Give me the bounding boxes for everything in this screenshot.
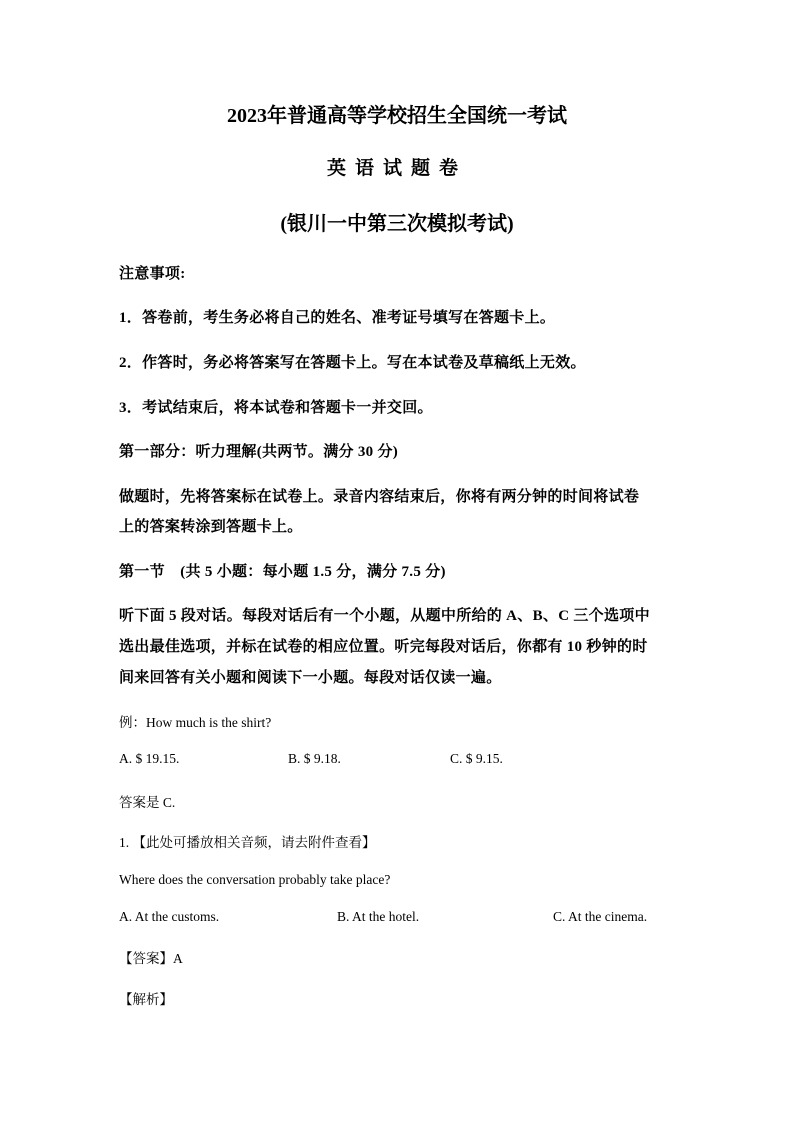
paper-subtitle: 英语试题卷 [326, 158, 467, 179]
part1-instruction-line: 做题时，先将答案标在试卷上。录音内容结束后，你将有两分钟的时间将试卷 [119, 489, 640, 505]
example-option-b: B. $ 9.18. [288, 751, 341, 766]
section1-instruction-line: 选出最佳选项，并标在试卷的相应位置。听完每段对话后，你都有 10 秒钟的时 [119, 639, 648, 655]
notice-item: 3．考试结束后，将本试卷和答题卡一并交回。 [119, 400, 433, 416]
audio-note: 1. 【此处可播放相关音频，请去附件查看】 [119, 835, 376, 850]
analysis-label: 【解析】 [119, 992, 173, 1007]
section1-instruction-line: 间来回答有关小题和阅读下一小题。每段对话仅读一遍。 [119, 670, 502, 686]
example-option-c: C. $ 9.15. [450, 751, 503, 766]
part1-instruction-line: 上的答案转涂到答题卡上。 [119, 519, 303, 535]
notice-heading: 注意事项: [119, 266, 186, 282]
part1-heading: 第一部分：听力理解(共两节。满分 30 分) [119, 444, 399, 460]
question-1-option-b: B. At the hotel. [337, 909, 420, 924]
question-1-text: Where does the conversation probably take place? [119, 872, 391, 887]
section1-heading: 第一节 (共 5 小题：每小题 1.5 分，满分 7.5 分) [119, 564, 446, 580]
notice-item: 2．作答时，务必将答案写在答题卡上。写在本试卷及草稿纸上无效。 [119, 355, 586, 371]
notice-item: 1．答卷前，考生务必将自己的姓名、准考证号填写在答题卡上。 [119, 310, 556, 326]
example-answer: 答案是 C. [119, 795, 176, 810]
question-1-option-c: C. At the cinema. [553, 909, 648, 924]
exam-title: 2023年普通高等学校招生全国统一考试 [227, 105, 567, 127]
question-1-option-a: A. At the customs. [119, 909, 220, 924]
answer-label: 【答案】A [119, 951, 183, 966]
example-option-a: A. $ 19.15. [119, 751, 180, 766]
exam-name: (银川一中第三次模拟考试) [280, 213, 514, 235]
section1-instruction-line: 听下面 5 段对话。每段对话后有一个小题，从题中所给的 A、B、C 三个选项中 [119, 608, 650, 624]
example-question: 例：How much is the shirt? [119, 715, 272, 730]
